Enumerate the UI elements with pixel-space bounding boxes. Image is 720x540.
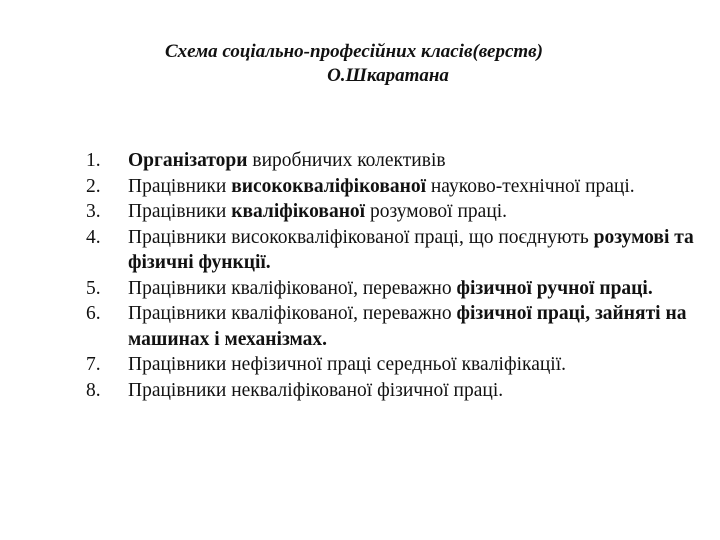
list-item-number: 2. xyxy=(86,175,101,197)
title-line-1: Схема соціально-професійних класів(верств) xyxy=(164,41,543,62)
list-item-text: Працівники кваліфікованої, переважно xyxy=(128,277,457,299)
list-item-number: 7. xyxy=(86,354,101,375)
list-item-number: 5. xyxy=(86,277,101,299)
list-item xyxy=(68,199,698,225)
list-item-emphasis: кваліфікованої xyxy=(231,201,366,222)
list-item-text: Працівники висококваліфікованої праці, що поєднують xyxy=(128,226,594,248)
class-list xyxy=(68,148,698,403)
list-item-text: Працівники xyxy=(128,201,232,222)
list-item-text: Працівники некваліфікованої фізичної праці. xyxy=(128,379,504,401)
list-item-emphasis: розумові та фізичні функції. xyxy=(128,226,694,273)
list-item xyxy=(68,352,698,378)
list-item xyxy=(68,148,698,174)
list-item-number: 1. xyxy=(86,150,101,171)
title-line-2: О.Шкаратана xyxy=(327,65,449,86)
list-item-emphasis: фізичної ручної праці. xyxy=(456,277,653,299)
list-item-number: 3. xyxy=(86,201,101,222)
list-item-text: науково-технічної праці. xyxy=(426,175,635,197)
list-item-number: 8. xyxy=(86,379,101,401)
list-item xyxy=(68,378,698,404)
list-item xyxy=(68,301,698,352)
list-item-text: Працівники нефізичної праці середньої кваліфікації. xyxy=(128,354,566,375)
page-title xyxy=(0,40,720,88)
list-item-emphasis: фізичної праці, зайняті на машинах і механізмах. xyxy=(128,303,687,350)
list-item-emphasis: Організатори xyxy=(128,150,248,171)
list-item-number: 4. xyxy=(86,226,101,248)
list-item xyxy=(68,225,698,276)
list-item xyxy=(68,276,698,302)
list-item-emphasis: висококваліфікованої xyxy=(231,175,426,197)
list-item-text: розумової праці. xyxy=(365,201,508,222)
list-item-text: виробничих колективів xyxy=(247,150,446,171)
list-item-number: 6. xyxy=(86,303,101,324)
list-item xyxy=(68,174,698,200)
list-item-text: Працівники xyxy=(128,175,232,197)
list-item-text: Працівники кваліфікованої, переважно xyxy=(128,303,457,324)
